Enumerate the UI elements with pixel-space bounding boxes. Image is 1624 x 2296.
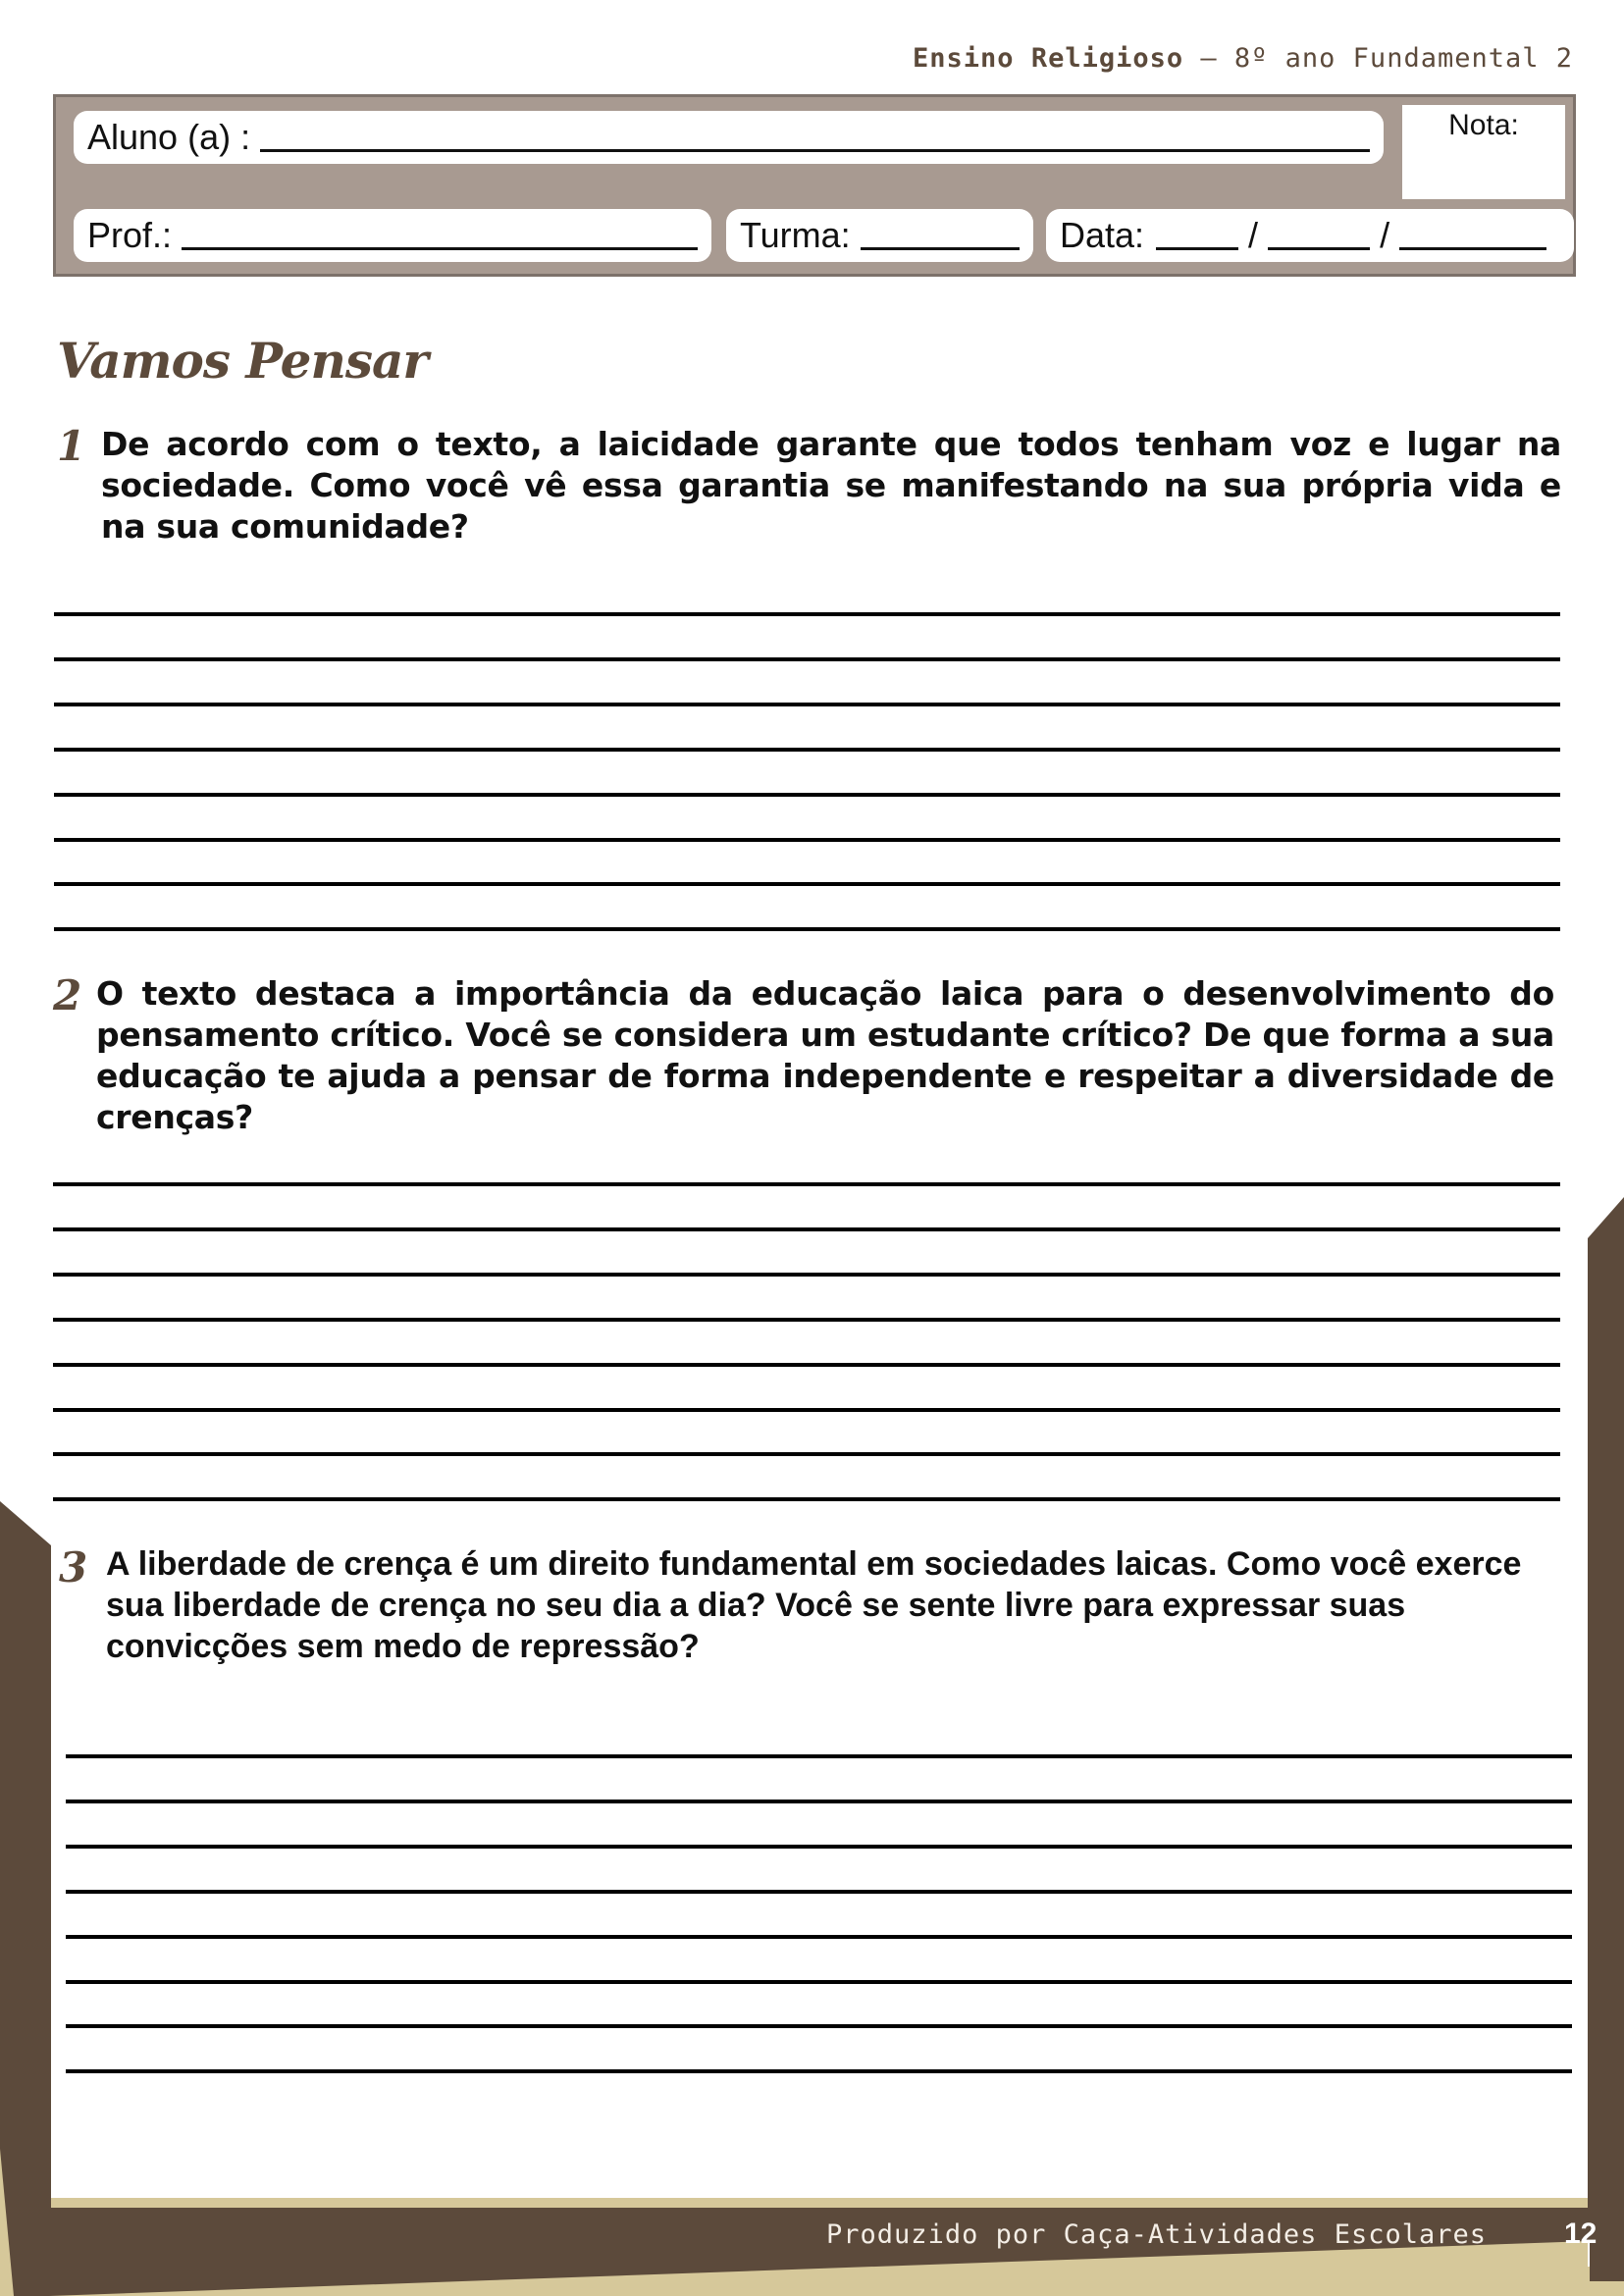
question-text: A liberdade de crença é um direito fundamental em sociedades laicas. Como você exerce sua liberdade de crença no seu dia a dia? Você se sente livre para expressar suas convicções sem medo de repressão? bbox=[106, 1545, 1522, 1665]
student-name-label: Aluno (a) : bbox=[87, 117, 251, 157]
page-number: 12 bbox=[1564, 2218, 1598, 2250]
answer-line[interactable] bbox=[53, 1497, 1560, 1501]
answer-line[interactable] bbox=[53, 1273, 1560, 1277]
answer-line[interactable] bbox=[53, 1452, 1560, 1456]
answer-line[interactable] bbox=[54, 793, 1560, 797]
teacher-blank[interactable] bbox=[182, 222, 698, 250]
answer-line[interactable] bbox=[54, 612, 1560, 616]
answer-line[interactable] bbox=[54, 838, 1560, 842]
answer-line[interactable] bbox=[54, 748, 1560, 752]
answer-line[interactable] bbox=[66, 1935, 1572, 1939]
answer-line[interactable] bbox=[53, 1318, 1560, 1322]
grade-box[interactable] bbox=[1402, 105, 1565, 199]
answer-line[interactable] bbox=[53, 1363, 1560, 1367]
question-text: O texto destaca a importância da educação laica para o desenvolvimento do pensamento crítico. Você se considera um estudante crítico? De que forma a sua educação te ajuda a pensar de forma independente e respeitar a diversidade de crenças? bbox=[96, 974, 1554, 1136]
answer-line[interactable] bbox=[66, 1800, 1572, 1803]
answer-line[interactable] bbox=[54, 703, 1560, 706]
class-field[interactable] bbox=[726, 209, 1033, 262]
class-label: Turma: bbox=[740, 215, 851, 255]
answer-line[interactable] bbox=[66, 1980, 1572, 1984]
grade-label: Nota: bbox=[1448, 109, 1519, 141]
date-separator: / bbox=[1248, 215, 1259, 255]
answer-line[interactable] bbox=[54, 927, 1560, 931]
question-number: 2 bbox=[53, 971, 82, 1019]
subject-name: Ensino Religioso bbox=[913, 43, 1184, 74]
class-blank[interactable] bbox=[861, 222, 1020, 250]
date-separator: / bbox=[1380, 215, 1390, 255]
teacher-label: Prof.: bbox=[87, 215, 173, 255]
answer-line[interactable] bbox=[66, 1845, 1572, 1849]
answer-line[interactable] bbox=[66, 2024, 1572, 2028]
question-number: 3 bbox=[59, 1543, 88, 1592]
answer-line[interactable] bbox=[54, 882, 1560, 886]
student-info-box bbox=[53, 94, 1576, 277]
teacher-field[interactable] bbox=[74, 209, 711, 262]
question-text: De acordo com o texto, a laicidade garante que todos tenham voz e lugar na sociedade. Como você vê essa garantia se manifestando na sua própria vida e na sua comunidade? bbox=[101, 425, 1561, 546]
grade-label: – 8º ano Fundamental 2 bbox=[1183, 43, 1573, 74]
answer-line[interactable] bbox=[53, 1408, 1560, 1412]
date-label: Data: bbox=[1060, 215, 1145, 255]
left-brown-band bbox=[0, 1197, 1624, 2296]
answer-line[interactable] bbox=[66, 1890, 1572, 1894]
date-field[interactable] bbox=[1046, 209, 1574, 262]
answer-line[interactable] bbox=[66, 2069, 1572, 2073]
subject-header bbox=[913, 43, 1573, 74]
answer-line[interactable] bbox=[53, 1227, 1560, 1231]
answer-line[interactable] bbox=[54, 657, 1560, 661]
footer-credit: Produzido por Caça-Atividades Escolares bbox=[826, 2219, 1487, 2250]
question-number: 1 bbox=[57, 422, 86, 470]
answer-line[interactable] bbox=[53, 1182, 1560, 1186]
answer-line[interactable] bbox=[66, 1754, 1572, 1758]
student-name-field[interactable] bbox=[74, 111, 1384, 164]
student-name-blank[interactable] bbox=[260, 124, 1370, 152]
date-year-blank[interactable] bbox=[1399, 222, 1546, 250]
date-month-blank[interactable] bbox=[1268, 222, 1370, 250]
section-title: Vamos Pensar bbox=[57, 332, 428, 390]
date-day-blank[interactable] bbox=[1156, 222, 1238, 250]
